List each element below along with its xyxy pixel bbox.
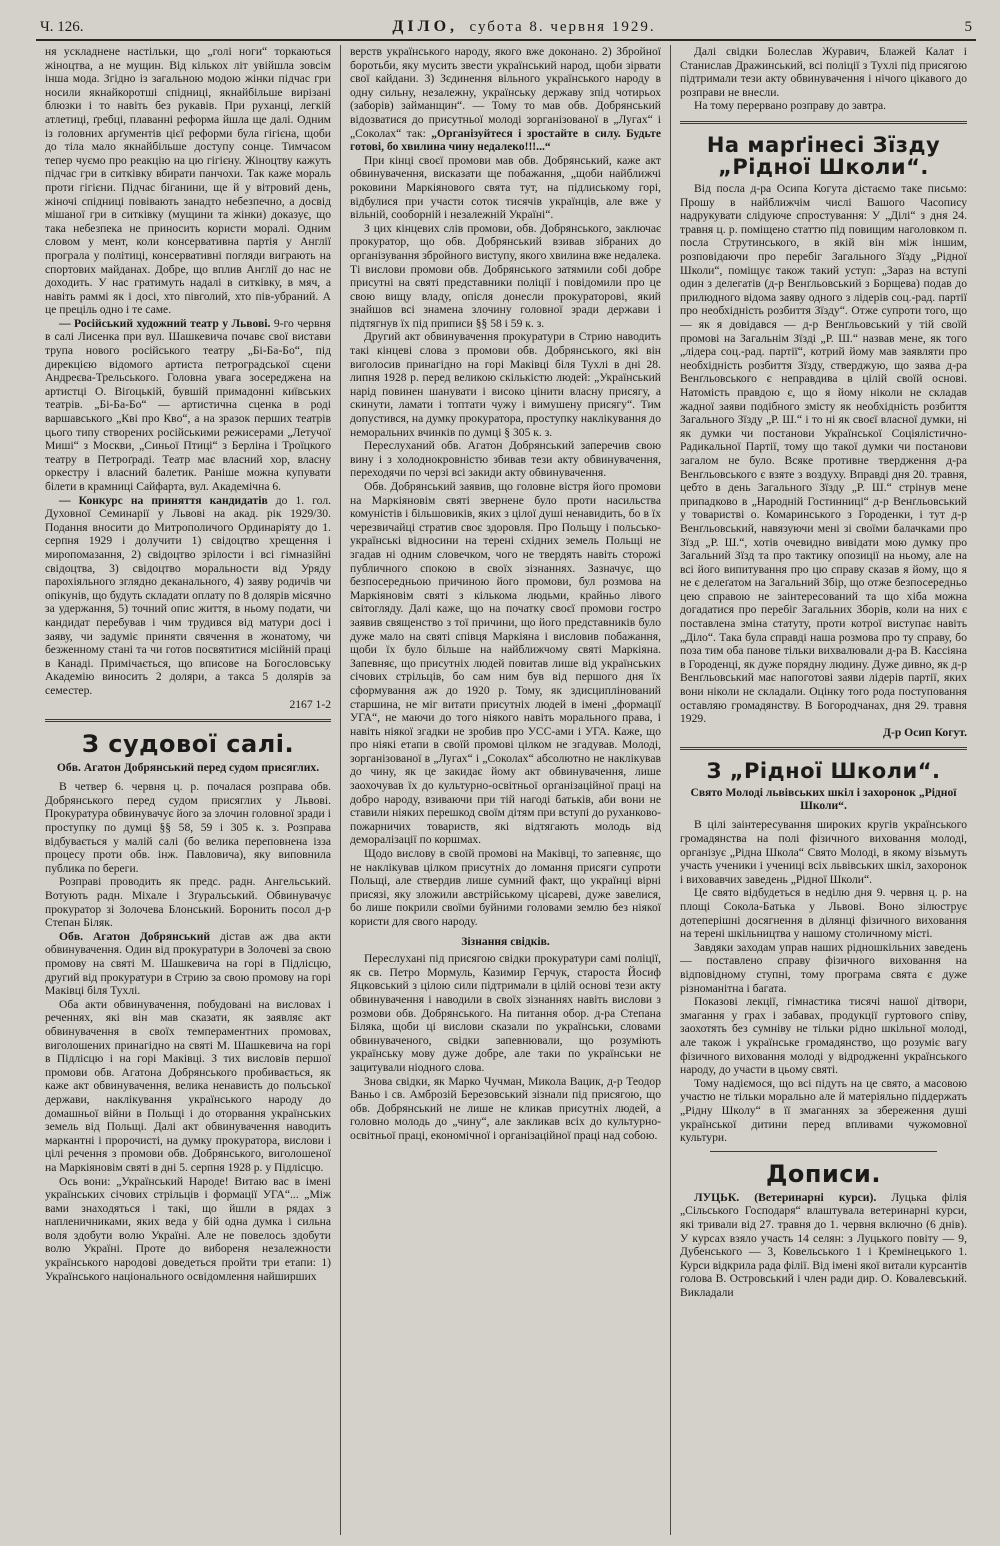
article-text: Розправі проводить як предс. радн. Ангельський. Вотують радн. Міхале і Зґуральський. Обвинувачує прокуратор зі Золочева Блонський. Боронить посол д-р Степан Біляк. — [45, 875, 331, 930]
issue-date: субота 8. червня 1929. — [469, 19, 656, 35]
divider — [680, 747, 967, 750]
school-subtitle: Свято Молоді львівських шкіл і захоронок „Рідної Школи“. — [690, 786, 957, 813]
article-paragraph — [45, 930, 331, 998]
article-text: Це свято відбудеться в неділю дня 9. червня ц. р. на площі Сокола-Батька у Львові. Воно зілюструє дотеперішні досягнення в ділянці фізичного виховання на терені шкільництва у нашому столичному місті. — [680, 886, 967, 941]
article-lead: Обв. Агатон Добрянський — [59, 929, 211, 943]
court-title: З судової салі. — [81, 730, 295, 759]
paper-title: ДІЛО, — [392, 18, 459, 35]
article-text: до 1. гол. Духовної Семинарії у Львові на акад. рік 1929/30. Подання вносити до Митрополичого Ординаріяту до 1. серпня 1929 і долучити 1) свідоцтво хрещення і миропомазання, 2) свідоцтво зрілости і всі гімназійні свідоцтва, 3) свідоцтво моральности від Уряду парохіяльного зглядно деканального, 4) заяву родичів чи опікунів, що будуть складати оплату по 8 долярів місячно за удержання, 5) точний опис життя, в ньому подати, чи кандидат перебував і чим трудився від матури досі і заяву, чи задуміє приняти свячення в жонатому, чи безженному стані та чи готов посвятитися місійній праці в Канаді. Примічається, що вписове на Богословську Академію виносить 2 доляри, а такса 5 долярів за семестер. — [45, 493, 331, 697]
article-text: Луцька філія „Сільського Господаря“ влаштувала ветеринарні курси, які тривали від 27. травня до 1. червня включно (6 днів). У курсах взяло участь 14 селян: з Луцького повіту — 9, Дубенського — 3, Ковельського 1 і Кремінецького 1. Курси відкрила рада філії. Від імені якої витали курсантів голова В. Островський і член ради дир. О. Ковалевський. Викладали — [680, 1190, 967, 1300]
columns — [36, 45, 976, 1535]
article-lead: — Російський художний театр у Львові. — [59, 316, 271, 330]
article-text: На тому перервано розправу до завтра. — [694, 99, 887, 113]
article-text: При кінці своєї промови мав обв. Добрянський, каже акт обвинувачення, висказати ще побажання, „щоби найближчі роковини Маркіянового свята тут, на підлиському горі, відбулися при участи соток тисячів українців, але вже у вільній, сооборній і незалежній Україні“. — [350, 153, 661, 222]
article-paragraph — [680, 1191, 967, 1300]
article-text: Переслухані під присягою свідки прокуратури самі поліції, як св. Петро Мормуль, Казимир Герчук, староста Йосиф Яцковський з цілою сили підтримали в цілій основі тези акту обвинувачення і наводили в своїх зізнаннях навіть вислови з розмови обв. Добрянського. На питання обор. д-ра Степана Біляка, щоби ці вислови сказали по українськи, словами обвинуваченого, свідки запевнювали, що розуміють українську мову дуже добре, але таки по українськи не зацитували ніодного слова. — [350, 952, 661, 1074]
ad-code: 2167 1-2 — [289, 697, 331, 711]
article-text: Оба акти обвинувачення, побудовані на висловах і реченнях, які він мав сказати, як заявляє акт обвинувачення в своїх темпераментних промовах, виголошених принагідно на святі М. Шашкевича на горі в Підлісцю і на горі Маківці. З тих висловів першої промови обв. Агатона Добрянського пробивається, як каже акт обвинувачення, велика ненависть до польської держави, наклікування українського народу до домашньої війни в Польщі і до оторвання українських земель від Польщі. Далі акт обвинувачення наводить маркантні і пророчисті, на думку прокуратора, вислови і цілі речення з промови обв. Добрянського, виголошеної на Маркіяновім святі в дні 5. серпня 1928 р. у Підлісцю. — [45, 997, 331, 1174]
margin-title: На марґінесі Зїзду „Рідної Школи“. — [706, 132, 941, 180]
divider — [710, 1151, 937, 1152]
masthead — [36, 18, 976, 41]
article-paragraph — [45, 317, 331, 494]
article-text: Показові лекції, гімнастика тисячі нашої дітвори, змагання у грах і забавах, продукції гуртового співу, заохотять без сумніву не тільки рідно шкільної молоді, але також і українське громадянство, що розуміє вагу фізичного виховання молоді у відродженні українського народу, до участи в цьому святі. — [680, 995, 967, 1077]
article-text: Обв. Добрянський заявив, що головне вістря його промови на Маркіяновім святі звернене було проти насильства комуністів і більшовиків, яких з цілої душі ненавидить, бо в їх черезвичайці стратив своє здоровля. Про Польщу і польсько-українські відносини на терені східних земель Польщі не згадав ні одним словечком, чого не твердять навіть сторожі публичного спокою в своїх зізнаннях. Зазначує, що безпосередньою причиною його промови, бул розмова на Маркіяновім святі з кількома людьми, крайньо лівого світогляду. Далі каже, що на початку своєї промови гостро заявив священство з тої причини, що його представників було дуже мало на святі співця Маркіяна і висловив побажання, щоби їх було більше на найближчому святі Маркіяна. Запевняє, що присутніх людей повитав лише від українських січових стрільців, бо сам ним був від першого дня їх сформування аж до 1920 р. Тому, як здисциплінований старшина, не міг витати присутніх людей в імені „формації УГА“, не маючи до того ніякого навіть морального права, і навіть ніякої згадки не зробив про УСС-ами і УГА. Каже, що про ніякі етапи в своїй промові цілком не згадував. Молоді, зорганізованої в „Лугах“ і „Соколах“ абсолютно не наклікував до чину, як це закидає йому акт обвинувачення, лише заохочував їх до культурно-освітньої організаційної праці на добро народу, взиваючи при тій нагоді батьків, аби вони не ставили ніяких перешкод своїм дітям при вступі до руханково-пожарничих товариств, які відтягають молодь від деморалізації по коршмах. — [350, 480, 661, 847]
column-3 — [671, 45, 976, 1535]
article-text: 9-го червня в салі Лисенка при вул. Шашкевича почавє свої вистави трупа нового російського театру „Бі-Ба-Бо“, під дирекцією відомого артиста петроградської сцени Андреєва-Трельського. Головна увага зосереджена на артистці О. Віґоцькій, бувшій примадонні київських театрів. „Бі-Ба-Бо“ — артистична сценка в роді варшавського „Кві про Кво“, а на зразок перших театрів цього типу створених російськими режисерами „Летучої Миші“ з Москви, „Синьої Птиці“ з Берліна і Троїцкого театру в Петроґраді. Театр має власний хор, власну оркестру і власний балетик. Раніше можна купувати білети в крамниці Сайфарта, вул. Академічна 6. — [45, 316, 331, 493]
article-text: В четвер 6. червня ц. р. почалася розправа обв. Добрянського перед судом присяглих у Львові. Прокуратура обвинувачує його за злочин головної зради і проступку по думці §§ 58, 59 і 305 к. з. Розправа відбувається у малій салі (бо велика переповнена ізза процесу проти обв. інж. Павловича), яку виповнила публика по береги. — [45, 780, 331, 875]
article-text: Другий акт обвинувачення прокуратури в Стрию наводить такі кінцеві слова з промови обв. Добрянського, які він виголосив принагідно на горі Маківці біля Тухлі в дні 28. липня 1928 р. перед великою скількістю людей: „Український нарід повинен шанувати і високо цінити власну присягу, а скинути, ламати і топтати чужу і вимушену присягу“. Тим допустився, на думку прокуратора, проступку наклікування до неморальних вчинків по думці § 305 к. з. — [350, 330, 661, 439]
dopysy-title: Дописи. — [766, 1159, 881, 1188]
article-quote: „Організуйтеся і зростайте в силу. Будьте готові, бо хвилина чину недалеко!!!...“ — [350, 126, 662, 154]
article-text: Далі свідки Болеслав Журавич, Блажей Калат і Станислав Дражинський, всі поліції з Тухлі під присягою підтримали тези акту обвинувачення і нічого цікавого до розправи не внесли. — [680, 45, 967, 99]
article-text: Від посла д-ра Осипа Когута дістаємо таке письмо: Прошу в найближчім числі Вашого Часопису надрукувати слідуюче спростування: У „Ділі“ з дня 24. травня ц. р. поміщено статтю під повищим наголовком п. посла Струтинського, в якій він між іншим, розповідаючи про перебіг Загального Зїзду „Рідної Школи“, поміщує також такий уступ: „Зараз на вступі один з делегатів (д-р Венґльовський з Борщева) подав до прилюдного відома заяву одного з лідерів соц.-рад. партії про необхідність розбиття Зїзду“. Отже супроти того, що — як я довідався — д-р Венґльовський у тій своїй промові на Загальнім Зїзді „Р. Ш.“ назвав мене, як того „лідера соц.-рад. партії“, котрий йому мав заявляти про необхідність розбиття Зїзду, стверджую, що заява д-ра Венґльовського є неправдива в цілій своїй основі. Натомість правдою є, що я йому ніколи не складав жадної заяви подібного змісту як необхідність розбиття Загального Зїзду „Р. Ш.“ і то ні як своєї власної думки, ні як думки чи постанови Української Соціялістично-Радикальної Партії, тому що такої думки чи постанови загалом не було. Всяке противне твердження д-ра Венґльовського є взяте з воздуху. Вправді дня 20. травня, цебто в день Загального Зїзду „Р. Ш.“ стрінув мене припадково в „Народній Гостинниці“ д-р Венґльовський у товаристві о. Комаринського з Городенки, і тут д-р Венґльовський, навязуючи мені зі своїми балачками про Зїзд „Р. Ш.“, хотів очевидно вивідати мою думку про Загальний Зїзд та про тактику опозиції на ньому, але на всі його випитування про цю справу сказав я йому, що я не є делеґатом на Загальний Збір, що отже безпосередньо цею справою не заінтересований та що хіба можна догадатися про перебіг Загальних Зборів, коли на них є поставлена зміна статуту, проти котрої виступає навіть „Діло“. Така була справді наша розмова про ту справу, бо поза тим оба панове тільки вихвалювали д-ра В. Кассіяна в Городенці, як дуже порядну людину. Дуже дивно, як д-р Венґльовський має напоготові заяви лідерів партії, яких вони ніколи не складали. Оцінку того рода поступовання оставляю громадянству. В Богородчанах, дня 29. травня 1929. — [680, 182, 967, 726]
article-text: Щодо вислову в своїй промові на Маківці, то запевняє, що не наклікував цілком присутніх до ломання присяги супроти Польщі, але ствердив лише сумний факт, що українці вірні присязі, яку зложили австрійському цісареві, дуже завелися, бо лише покрили своїми буйними головами землю без ніякої користи для свого народу. — [350, 847, 661, 928]
article-text: В цілі заінтересування широких кругів українського громадянства на полі фізичного виховання молоді, організує „Рідна Школа“ Свято Молоді, в якому візьмуть участь ученики і учениці всіх львівських шкіл, захоронок і виховавчих заведень „Рідної Школи“. — [680, 818, 967, 886]
school-title: З „Рідної Школи“. — [706, 759, 941, 784]
article-text: З цих кінцевих слів промови, обв. Добрянського, заключає прокуратор, що обв. Добрянський взивав зібраних до організування збройного виступу, якого хвилина вже недалека. Ті вислови промови обв. Добрянського затямили собі добре присутні на святі представники поліції і повідомили про це свою вищу владу, опісля донесли прокураторові, який знайшов всі знамена злочину головної зради держави і підтягнув їх під приписи §§ 58 і 59 к. з. — [350, 221, 661, 330]
article-text: ня ускладнене настільки, що „голі ноги“ торкаються жіноцтва, а не мущин. Від кількох літ увійшла зовсім інша мода. Згідно із загальною модою жінки підчас гри носили якнайкоротші спідниці, якнайбільше вирізані блюзки і то навіть без рукавів. При руханці, легкій атлетиці, ґребці, плаванні реформа йшла ще далі. Одним із головних арґументів цієї реформи була гігієна, щоби до тіла мало якнайбільше доступу сонце. Тимчасом тепер чуємо про реакцію на цю гігієну. Жіноцтву кажуть підчас гри в ситківку вбирати панчохи. Так каже мораль проти гігієни. Підчас біганини, ще й у вітровий день, жіночі спідниці повівають занадто небезпечно, а досвід мішаної гри в ситківку (мущини та жінки) доказує, що така небезпека не приносить користи моралі. Одним словом у мент, коли консервативна партія у Англії програла у політиці, консервативні погляди виграють на спортових майданах. Добре, що вплив Англії до нас не доходить. У нас гратимуть надалі в ситківку, в мяч, а навіть раммі як і досі, хто півголий, хто пів-убраний. А це преціль одно і те саме. — [45, 45, 331, 317]
signature: Д-р Осип Когут. — [882, 725, 967, 739]
court-subtitle: Обв. Агатон Добрянський перед судом присяглих. — [56, 761, 320, 775]
column-2 — [341, 45, 671, 1535]
article-text: верств українського народу, якого вже доконано. 2) Збройної боротьби, яку мусить звести український народ, щоби зірвати свої кайдани. 3) Зєдинення вільного українського народу в одну сильну, незалежну, українську державу зпід чотирьох (заборів) займанщин“. — Тому то мав обв. Добрянський відозватися до присутньої молоді зорганізованої в „Лугах“ і „Соколах“ так: — [350, 45, 661, 140]
article-text: Переслуханий обв. Агатон Добрянський заперечив свою вину і з холоднокровністю збивав тези акту обвинувачення, переходячи по черзі всі закиди акту обвинувачення. — [350, 439, 661, 480]
witness-title: Зізнання свідків. — [461, 934, 550, 948]
article-lead: — Конкурс на приняття кандидатів — [59, 493, 268, 507]
divider — [680, 121, 967, 124]
article-text: Ось вони: „Український Народе! Витаю вас в імені українських січових стрільців і формації УГА“... „Між вами знаходяться і такі, що йшли в рядах з напленичниками, яких веда у бій одна думка і сильна воля здобути волю Україні. Але не повелось здобути волю Україні. Проте до вибореня незалежности українського народові доведеться пройти три етапи: 1) Українського національного освідомлення найширших — [45, 1174, 331, 1283]
article-paragraph — [350, 45, 661, 154]
article-text: Тому надіємося, що всі підуть на це свято, а масовою участю не тільки морально але й матеріяльно піддержать „Рідну Школу“ в її змаганнях за збереження душі української дитини перед впливами чужомовної культури. — [680, 1076, 967, 1145]
article-text: дістав аж два акти обвинувачення. Один від прокуратури в Золочеві за свою промову на святі М. Шашкевича на горі в Підлісцю, другий від прокуратури в Стрию за свою промову на горі Маківці біля Тухлі. — [45, 929, 331, 998]
article-paragraph — [45, 494, 331, 698]
page-number: 5 — [964, 19, 972, 35]
masthead-center — [392, 18, 655, 36]
divider — [45, 719, 331, 722]
issue-number: Ч. 126. — [40, 19, 84, 35]
article-text: Завдяки заходам управ наших рідношкільних заведень — поставлено справу фізичного виховання на відповідному ступні, тому програма свята є дуже різноманітна і багата. — [680, 940, 967, 995]
article-text: Знова свідки, як Марко Чучман, Микола Вацик, д-р Теодор Ваньо і св. Амброзій Березовський зізнали під присягою, що обв. Добрянський не лише не кликав присутніх людей, а головно молодь до „чину“, але закликав всіх до культурно-освітньої праці, економічної і організаційної праці над собою. — [350, 1074, 661, 1142]
article-lead: ЛУЦЬК. (Ветеринарні курси). — [694, 1190, 877, 1204]
column-1 — [36, 45, 341, 1535]
